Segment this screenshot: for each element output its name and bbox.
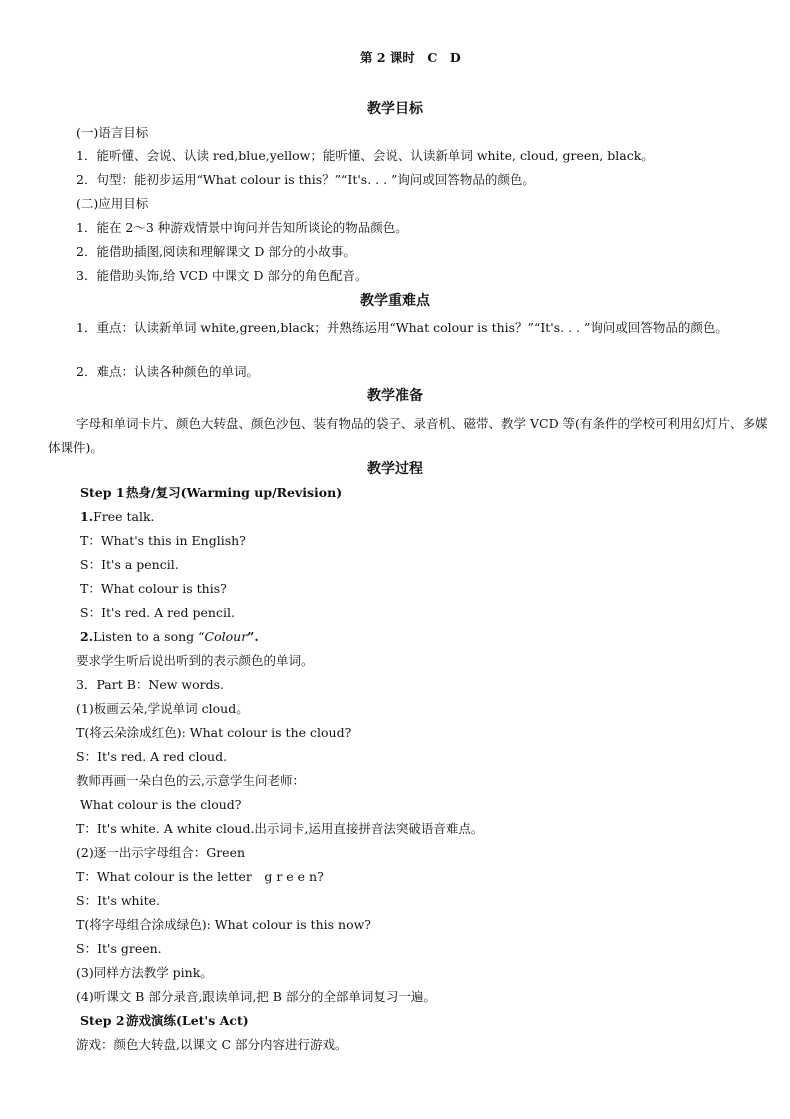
- sub-step: T：What colour is the letter g r e e n?: [76, 869, 324, 884]
- item-2-song: Colour: [204, 629, 248, 644]
- language-goals-title: (一)语言目标: [76, 125, 149, 140]
- language-goal-1: 1．能听懂、会说、认读 red,blue,yellow；能听懂、会说、认读新单词 white, cloud, green, black。: [76, 148, 654, 163]
- step-1-label: Step 1: [80, 485, 125, 500]
- sub-step: (3)同样方法教学 pink。: [76, 965, 213, 980]
- sub-step: (2)逐一出示字母组合：Green: [76, 845, 246, 860]
- dialogue-line: T：What colour is this?: [80, 581, 227, 596]
- step-1-title: 热身/复习(Warming up/Revision): [126, 485, 343, 500]
- sub-step: 教师再画一朵白色的云,示意学生问老师：: [76, 773, 305, 788]
- sub-step: What colour is the cloud?: [80, 797, 242, 812]
- key-point-2: 2．难点：认读各种颜色的单词。: [76, 364, 259, 379]
- sub-step: S：It's red. A red cloud.: [76, 749, 228, 764]
- item-3: 3．Part B：New words.: [76, 677, 225, 692]
- item-1-number: 1.: [80, 509, 94, 524]
- dialogue-line: T：What's this in English?: [80, 533, 246, 548]
- sub-step: (4)听课文 B 部分录音,跟读单词,把 B 部分的全部单词复习一遍。: [76, 989, 436, 1004]
- item-1: [80, 509, 155, 525]
- application-goal-2: 2．能借助插图,阅读和理解课文 D 部分的小故事。: [76, 244, 356, 259]
- item-2: [80, 629, 259, 645]
- step-2-heading: [80, 1013, 249, 1029]
- step-1-heading: [80, 485, 342, 501]
- key-points-heading: 教学重难点: [360, 293, 430, 309]
- preparation-heading: 教学准备: [367, 388, 423, 404]
- dialogue-line: S：It's a pencil.: [80, 557, 179, 572]
- process-heading: 教学过程: [367, 461, 423, 477]
- sub-step: (1)板画云朵,学说单词 cloud。: [76, 701, 249, 716]
- application-goal-3: 3．能借助头饰,给 VCD 中课文 D 部分的角色配音。: [76, 268, 368, 283]
- step-2-label: Step 2: [80, 1013, 125, 1028]
- lesson-title: 第 2 课时 C D: [360, 50, 461, 65]
- key-point-1: 1．重点：认读新单词 white,green,black；并熟练运用“What colour is this？”“It's. . . ”询问或回答物品的颜色。: [76, 320, 728, 335]
- game-text: 游戏：颜色大转盘,以课文 C 部分内容进行游戏。: [76, 1037, 348, 1052]
- teaching-goals-heading: 教学目标: [367, 101, 423, 117]
- application-goal-1: 1．能在 2～3 种游戏情景中询问并告知所谈论的物品颜色。: [76, 220, 408, 235]
- item-2-pre: Listen to a song “: [93, 629, 205, 644]
- requirement-text: 要求学生听后说出听到的表示颜色的单词。: [76, 653, 314, 668]
- sub-step: S：It's green.: [76, 941, 162, 956]
- item-2-post: ”.: [247, 629, 259, 644]
- sub-step: T：It's white. A white cloud.出示词卡,运用直接拼音法突破语音难点。: [76, 821, 484, 836]
- sub-step: T(将云朵涂成红色): What colour is the cloud?: [76, 725, 352, 740]
- application-goals-title: (二)应用目标: [76, 196, 149, 211]
- step-2-title: 游戏演练(Let's Act): [126, 1013, 249, 1028]
- sub-step: S：It's white.: [76, 893, 160, 908]
- dialogue-line: S：It's red. A red pencil.: [80, 605, 235, 620]
- language-goal-2: 2．句型：能初步运用“What colour is this？”“It's. . . ”询问或回答物品的颜色。: [76, 172, 535, 187]
- item-2-number: 2.: [80, 629, 94, 644]
- item-1-text: Free talk.: [93, 509, 155, 524]
- preparation-text: 字母和单词卡片、颜色大转盘、颜色沙包、装有物品的袋子、录音机、磁带、教学 VCD 等(有条件的学校可利用幻灯片、多媒体课件)。: [48, 416, 768, 455]
- sub-step: T(将字母组合涂成绿色): What colour is this now?: [76, 917, 371, 932]
